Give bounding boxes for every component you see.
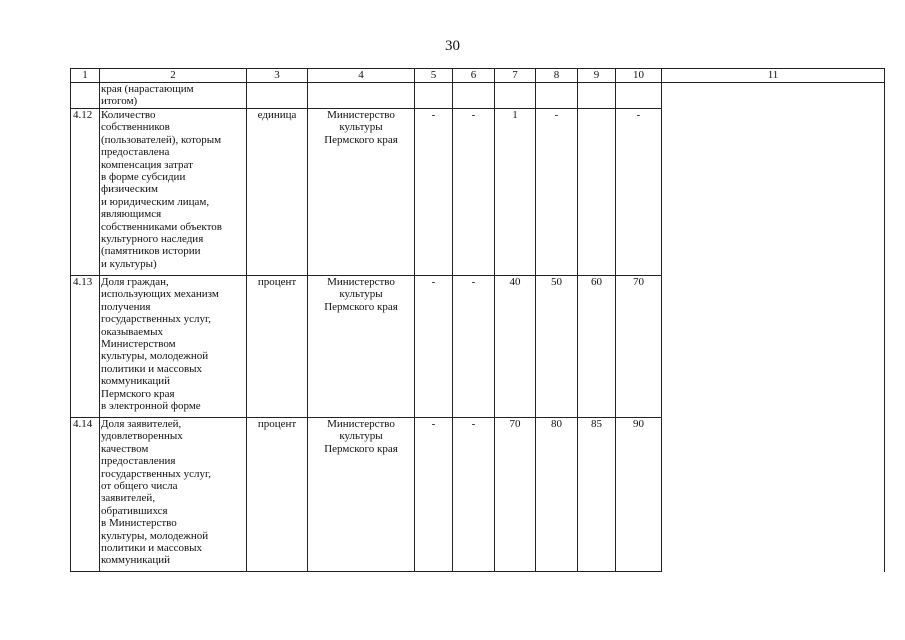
value-col6: - [453,109,495,276]
value-col9 [578,109,616,276]
responsible-cell [308,109,415,276]
indicator-line: являющимся [101,208,162,221]
value-col7: 40 [495,276,536,418]
value-col10: - [616,109,662,276]
indicator-line: и культуры) [101,257,157,270]
responsible-line: Министерство [327,418,395,430]
value-col6: - [453,418,495,572]
indicator-line: Количество [101,109,156,121]
indicator-line: в форме субсидии [101,171,186,184]
value-cell [616,83,662,109]
col-header-3: 3 [247,69,308,83]
value-col5: - [415,418,453,572]
indicator-line: государственных услуг, [101,467,212,480]
responsible-line: Министерство [327,276,395,288]
row-number: 4.14 [71,418,100,572]
responsible-line: культуры [339,121,383,134]
responsible-line: Министерство [327,109,395,121]
indicator-name [100,276,247,418]
value-cell [578,83,616,109]
indicator-line: Доля граждан, [101,276,169,288]
indicator-line: культуры, молодежной [101,529,209,542]
indicator-line: коммуникаций [101,554,170,567]
indicator-line: получения [101,300,151,313]
indicator-line: культурного наследия [101,233,204,246]
row-number [71,83,100,109]
table-row-continuation [71,83,885,109]
indicator-line: (пользователей), которым [101,133,222,146]
indicator-line: Пермского края [101,387,175,400]
value-col7: 1 [495,109,536,276]
responsible-line: Пермского края [324,133,398,146]
responsible-line: культуры [339,288,383,301]
indicator-line: физическим [101,183,159,196]
indicator-line: удовлетворенных [101,430,183,443]
col-header-9: 9 [578,69,616,83]
indicator-line: в Министерство [101,517,177,530]
responsible-cell [308,83,415,109]
indicator-name [100,83,247,109]
value-cell [415,83,453,109]
indicators-table [70,68,885,572]
value-col8: 50 [536,276,578,418]
indicator-line: собственниками объектов [101,220,222,233]
indicator-line: в электронной форме [101,400,201,413]
responsible-cell [308,418,415,572]
indicator-line: обратившихся [101,504,168,517]
responsible-line: Пермского края [324,442,398,455]
indicator-line: оказываемых [101,325,163,338]
responsible-line: культуры [339,430,383,443]
indicator-line: использующих механизм [101,288,219,301]
unit-cell: процент [247,276,308,418]
value-cell [495,83,536,109]
responsible-cell [308,276,415,418]
indicator-line: культуры, молодежной [101,350,209,363]
indicator-line: компенсация затрат [101,158,193,171]
col-header-2: 2 [100,69,247,83]
unit-cell: единица [247,109,308,276]
value-col5: - [415,109,453,276]
notes-cell [662,83,885,572]
column-number-row [71,69,885,83]
indicator-line: заявителей, [101,492,156,505]
col-header-8: 8 [536,69,578,83]
indicator-line: политики и массовых [101,362,203,375]
indicator-line: предоставления [101,455,176,468]
indicator-line: итогом) [101,95,138,108]
value-col10: 90 [616,418,662,572]
row-number: 4.13 [71,276,100,418]
indicator-line: (памятников истории [101,245,201,258]
unit-cell [247,83,308,109]
value-col9: 85 [578,418,616,572]
indicator-line: и юридическим лицам, [101,195,210,208]
col-header-11: 11 [662,69,885,83]
col-header-7: 7 [495,69,536,83]
indicator-line: предоставлена [101,146,170,159]
indicator-line: государственных услуг, [101,313,212,326]
indicator-line: Министерством [101,338,176,351]
value-col10: 70 [616,276,662,418]
value-col9: 60 [578,276,616,418]
indicator-line: коммуникаций [101,375,170,388]
unit-cell: процент [247,418,308,572]
col-header-6: 6 [453,69,495,83]
value-col7: 70 [495,418,536,572]
row-number: 4.12 [71,109,100,276]
value-col5: - [415,276,453,418]
value-col8: - [536,109,578,276]
indicator-line: от общего числа [101,480,178,493]
col-header-4: 4 [308,69,415,83]
value-cell [536,83,578,109]
col-header-5: 5 [415,69,453,83]
indicator-line: Доля заявителей, [101,418,182,430]
page-number: 30 [445,38,460,54]
indicator-line: края (нарастающим [101,83,194,95]
col-header-10: 10 [616,69,662,83]
col-header-1: 1 [71,69,100,83]
indicator-name [100,109,247,276]
indicator-name [100,418,247,572]
indicator-line: политики и массовых [101,542,203,555]
value-cell [453,83,495,109]
value-col6: - [453,276,495,418]
value-col8: 80 [536,418,578,572]
indicator-line: собственников [101,121,170,134]
responsible-line: Пермского края [324,300,398,313]
indicator-line: качеством [101,442,149,455]
